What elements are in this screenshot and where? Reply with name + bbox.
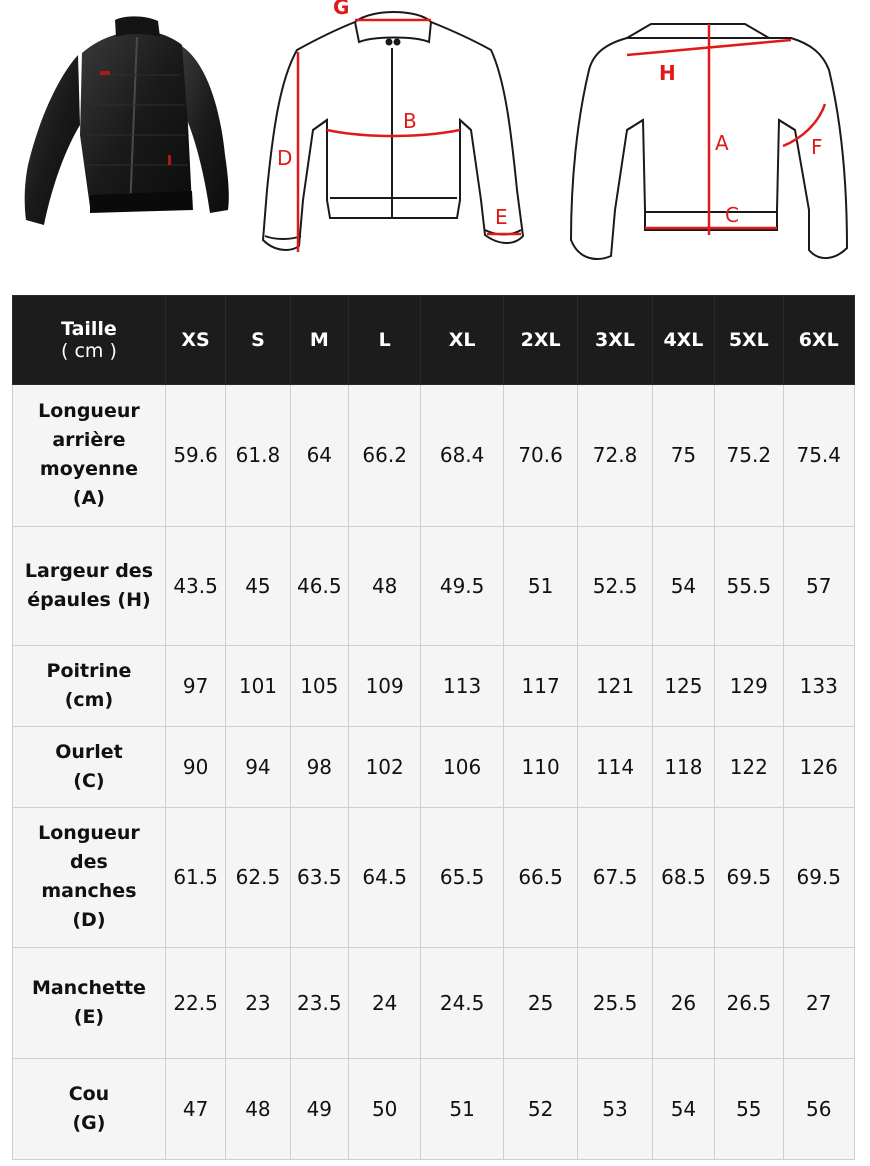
product-illustrations <box>0 0 870 290</box>
size-header: 2XL <box>503 296 577 385</box>
row-label <box>13 807 166 947</box>
header-title: Taille <box>61 318 117 340</box>
measurement-cell: 51 <box>503 526 577 645</box>
measurement-cell: 64.5 <box>348 807 420 947</box>
measurement-cell: 61.5 <box>165 807 225 947</box>
measurement-cell: 121 <box>578 646 652 727</box>
measurement-cell: 26.5 <box>715 947 783 1058</box>
label-a: A <box>715 131 729 155</box>
measurement-cell: 26 <box>652 947 714 1058</box>
label-b: B <box>403 109 417 133</box>
row-label <box>13 526 166 645</box>
row-label-line: Longueur <box>38 400 140 423</box>
row-label-line: (cm) <box>64 688 114 711</box>
measurement-cell: 55 <box>715 1058 783 1159</box>
row-label <box>13 385 166 527</box>
header-size-label <box>13 296 166 385</box>
size-header: 3XL <box>578 296 652 385</box>
measurement-cell: 66.2 <box>348 385 420 527</box>
measurement-cell: 56 <box>783 1058 855 1159</box>
measurement-cell: 24.5 <box>421 947 503 1058</box>
measurement-cell: 53 <box>578 1058 652 1159</box>
measurement-cell: 24 <box>348 947 420 1058</box>
row-label-line: moyenne <box>39 458 138 481</box>
measurement-cell: 45 <box>226 526 290 645</box>
row-label-line: (G) <box>72 1111 106 1134</box>
label-h: H <box>659 61 676 85</box>
label-e: E <box>495 205 508 229</box>
measurement-cell: 90 <box>165 726 225 807</box>
table-row <box>13 646 855 727</box>
measurement-cell: 27 <box>783 947 855 1058</box>
header-unit: ( cm ) <box>61 340 117 362</box>
measurement-cell: 109 <box>348 646 420 727</box>
measurement-cell: 50 <box>348 1058 420 1159</box>
measurement-cell: 67.5 <box>578 807 652 947</box>
measurement-cell: 43.5 <box>165 526 225 645</box>
measurement-cell: 62.5 <box>226 807 290 947</box>
measurement-cell: 125 <box>652 646 714 727</box>
measurement-cell: 113 <box>421 646 503 727</box>
row-label-line: (A) <box>72 487 105 510</box>
measurement-cell: 117 <box>503 646 577 727</box>
jacket-front-diagram <box>255 0 530 262</box>
measurement-cell: 48 <box>226 1058 290 1159</box>
row-label-line: Largeur des <box>24 559 153 582</box>
measurement-cell: 54 <box>652 526 714 645</box>
measurement-cell: 105 <box>290 646 348 727</box>
header-row <box>13 296 855 385</box>
measurement-cell: 59.6 <box>165 385 225 527</box>
measurement-cell: 25.5 <box>578 947 652 1058</box>
measurement-cell: 70.6 <box>503 385 577 527</box>
measurement-cell: 98 <box>290 726 348 807</box>
measurement-cell: 69.5 <box>783 807 855 947</box>
measurement-cell: 129 <box>715 646 783 727</box>
measurement-cell: 72.8 <box>578 385 652 527</box>
size-header: XL <box>421 296 503 385</box>
measurement-cell: 46.5 <box>290 526 348 645</box>
row-label-line: (C) <box>73 769 105 792</box>
measurement-cell: 75 <box>652 385 714 527</box>
row-label-line: Poitrine <box>46 659 132 682</box>
measurement-cell: 49 <box>290 1058 348 1159</box>
measurement-cell: 55.5 <box>715 526 783 645</box>
measurement-cell: 63.5 <box>290 807 348 947</box>
measurement-cell: 110 <box>503 726 577 807</box>
measurement-cell: 68.5 <box>652 807 714 947</box>
measurement-cell: 94 <box>226 726 290 807</box>
measurement-cell: 25 <box>503 947 577 1058</box>
row-label-line: des <box>70 851 108 874</box>
size-header: M <box>290 296 348 385</box>
table-row <box>13 807 855 947</box>
row-label <box>13 646 166 727</box>
row-label-line: (D) <box>72 909 106 932</box>
row-label <box>13 1058 166 1159</box>
label-c: C <box>725 203 739 227</box>
measurement-cell: 102 <box>348 726 420 807</box>
jacket-photo <box>20 15 242 233</box>
measurement-cell: 75.2 <box>715 385 783 527</box>
measurement-cell: 52.5 <box>578 526 652 645</box>
measurement-cell: 57 <box>783 526 855 645</box>
measurement-cell: 133 <box>783 646 855 727</box>
measurement-cell: 122 <box>715 726 783 807</box>
size-header: XS <box>165 296 225 385</box>
row-label-line: Cou <box>68 1082 110 1105</box>
size-header: 5XL <box>715 296 783 385</box>
measurement-cell: 97 <box>165 646 225 727</box>
measurement-cell: 68.4 <box>421 385 503 527</box>
table-row <box>13 1058 855 1159</box>
measurement-cell: 48 <box>348 526 420 645</box>
label-g: G <box>333 0 350 19</box>
size-header: L <box>348 296 420 385</box>
measurement-cell: 106 <box>421 726 503 807</box>
table-body <box>13 385 855 1160</box>
measurement-cell: 64 <box>290 385 348 527</box>
table-row <box>13 526 855 645</box>
measurement-cell: 49.5 <box>421 526 503 645</box>
row-label-line: arrière <box>52 429 126 452</box>
measurement-cell: 75.4 <box>783 385 855 527</box>
measurement-cell: 126 <box>783 726 855 807</box>
measurement-cell: 69.5 <box>715 807 783 947</box>
measurement-cell: 22.5 <box>165 947 225 1058</box>
measurement-cell: 101 <box>226 646 290 727</box>
size-header: 4XL <box>652 296 714 385</box>
row-label-line: manches <box>41 880 137 903</box>
row-label-line: Manchette <box>31 976 146 999</box>
measurement-cell: 52 <box>503 1058 577 1159</box>
measurement-cell: 118 <box>652 726 714 807</box>
measurement-cell: 114 <box>578 726 652 807</box>
table-row <box>13 947 855 1058</box>
measurement-cell: 66.5 <box>503 807 577 947</box>
table-row <box>13 385 855 527</box>
jacket-back-diagram <box>565 10 855 270</box>
size-chart-table <box>12 295 855 1160</box>
row-label <box>13 947 166 1058</box>
label-d: D <box>277 146 293 170</box>
size-header: S <box>226 296 290 385</box>
row-label-line: (E) <box>73 1005 105 1028</box>
measurement-cell: 47 <box>165 1058 225 1159</box>
measurement-cell: 65.5 <box>421 807 503 947</box>
measurement-cell: 23.5 <box>290 947 348 1058</box>
row-label <box>13 726 166 807</box>
measurement-cell: 54 <box>652 1058 714 1159</box>
measurement-cell: 23 <box>226 947 290 1058</box>
row-label-line: épaules (H) <box>27 588 151 611</box>
size-header: 6XL <box>783 296 855 385</box>
row-label-line: Longueur <box>38 822 140 845</box>
measurement-cell: 51 <box>421 1058 503 1159</box>
measurement-cell: 61.8 <box>226 385 290 527</box>
label-f: F <box>811 135 823 159</box>
row-label-line: Ourlet <box>55 740 123 763</box>
table-row <box>13 726 855 807</box>
